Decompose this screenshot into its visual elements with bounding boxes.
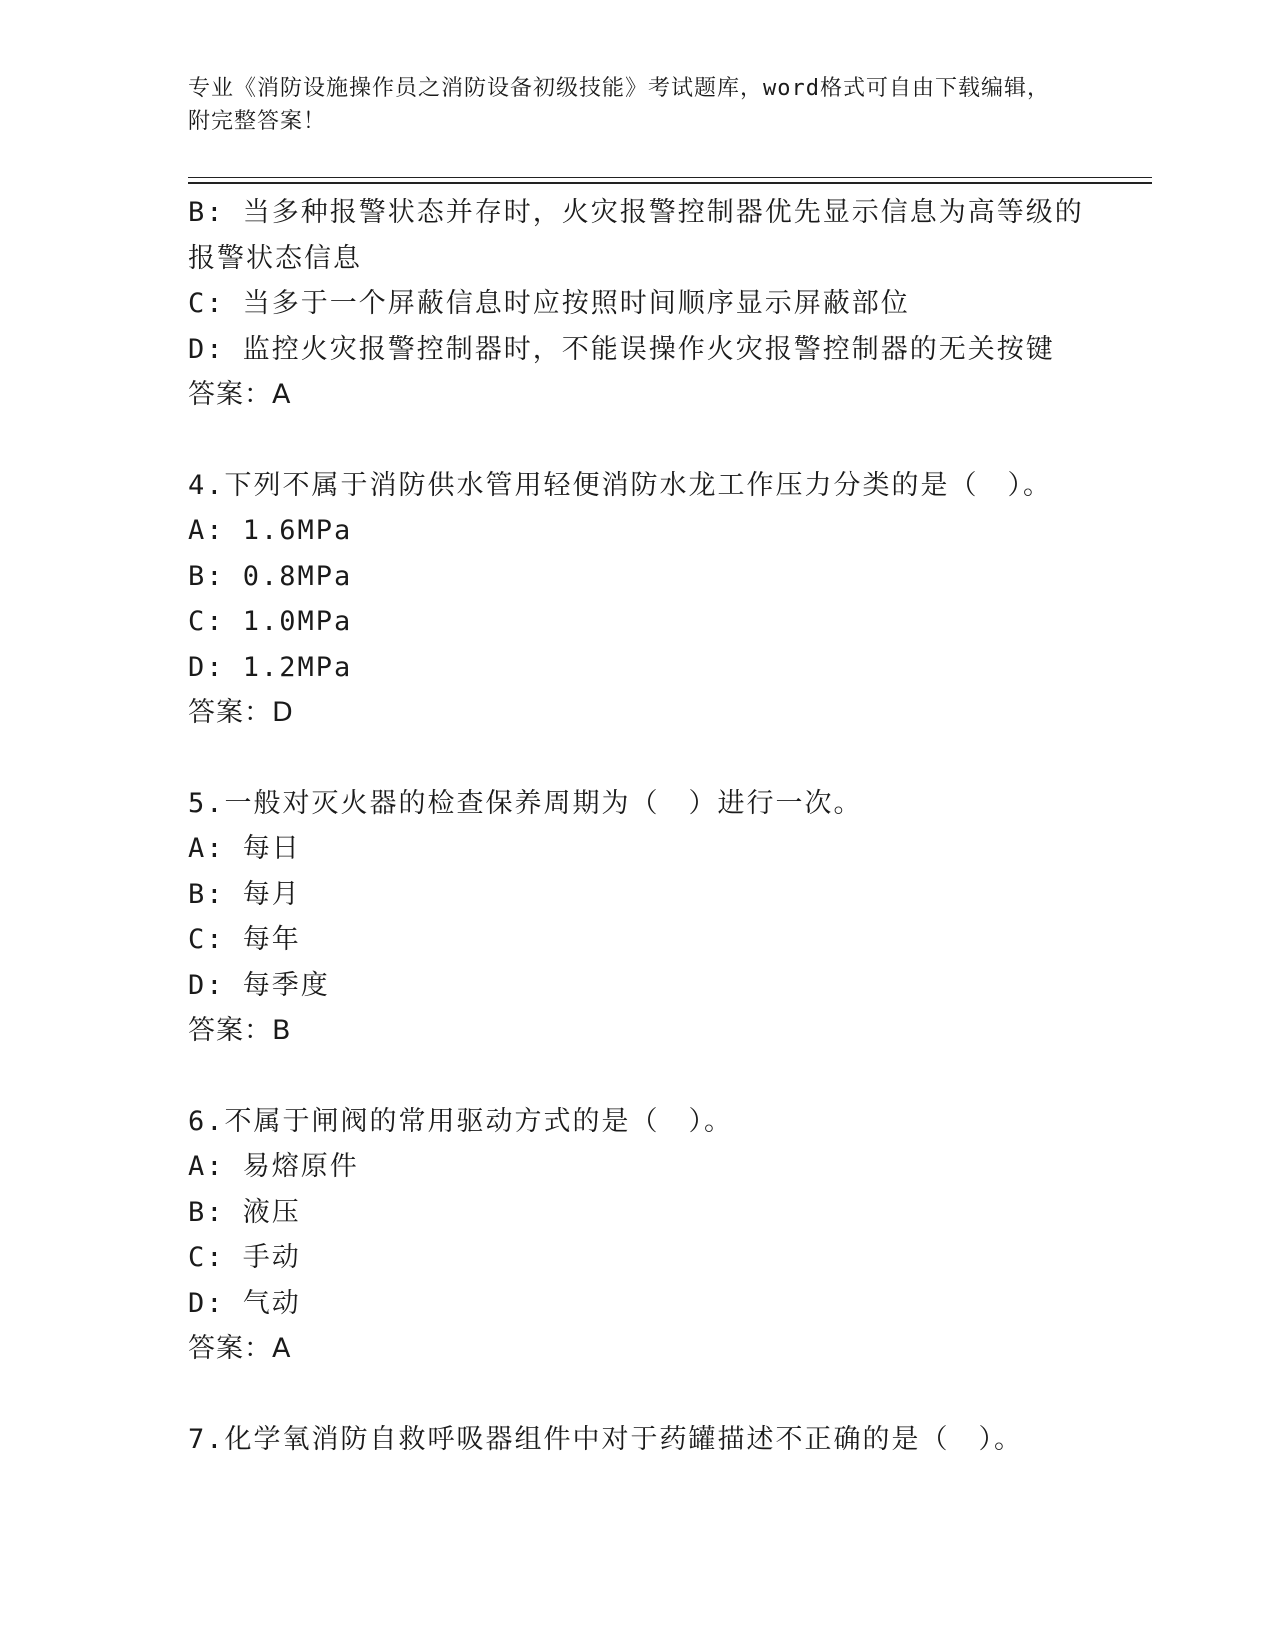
option-c: C: 1.0MPa xyxy=(188,606,353,637)
option-a: A: 易熔原件 xyxy=(188,1151,359,1182)
option-a: A: 1.6MPa xyxy=(188,515,353,546)
answer: 答案：A xyxy=(188,1333,292,1364)
answer: 答案：D xyxy=(188,697,294,728)
question-list xyxy=(188,190,1152,1462)
option-b-continued: 报警状态信息 xyxy=(188,242,362,274)
option-d: D: 每季度 xyxy=(188,969,330,1001)
spacer xyxy=(188,1054,1152,1099)
option-b: B: 0.8MPa xyxy=(188,560,353,592)
answer: 答案：B xyxy=(188,1015,292,1046)
document-header xyxy=(188,72,1068,138)
option-b: B: 当多种报警状态并存时，火灾报警控制器优先显示信息为高等级的 xyxy=(188,197,1084,228)
question-block-7 xyxy=(188,1417,1152,1463)
question-text: 4.下列不属于消防供水管用轻便消防水龙工作压力分类的是（ ）。 xyxy=(188,469,1053,501)
option-c: C: 当多于一个屏蔽信息时应按照时间顺序显示屏蔽部位 xyxy=(188,288,910,319)
header-divider-bottom xyxy=(188,182,1152,184)
header-divider-top xyxy=(188,177,1152,178)
option-c: C: 手动 xyxy=(188,1242,301,1273)
question-text: 6.不属于闸阀的常用驱动方式的是（ ）。 xyxy=(188,1105,734,1137)
option-d: D: 气动 xyxy=(188,1287,301,1319)
question-block-5 xyxy=(188,781,1152,1054)
header-text: 专业《消防设施操作员之消防设备初级技能》考试题库，word格式可自由下载编辑，附完整答案！ xyxy=(188,76,1050,134)
spacer xyxy=(188,736,1152,781)
spacer xyxy=(188,1372,1152,1417)
option-b: B: 每月 xyxy=(188,878,301,910)
answer: 答案：A xyxy=(188,379,292,410)
option-d: D: 监控火灾报警控制器时，不能误操作火灾报警控制器的无关按键 xyxy=(188,333,1055,365)
question-text: 7.化学氧消防自救呼吸器组件中对于药罐描述不正确的是（ ）。 xyxy=(188,1423,1024,1455)
option-b: B: 液压 xyxy=(188,1196,301,1228)
spacer xyxy=(188,418,1152,463)
question-block-continuation xyxy=(188,190,1152,418)
question-block-4 xyxy=(188,463,1152,736)
option-c: C: 每年 xyxy=(188,924,301,955)
option-d: D: 1.2MPa xyxy=(188,651,353,683)
question-text: 5.一般对灭火器的检查保养周期为（ ）进行一次。 xyxy=(188,787,863,819)
question-block-6 xyxy=(188,1099,1152,1372)
option-a: A: 每日 xyxy=(188,833,301,864)
